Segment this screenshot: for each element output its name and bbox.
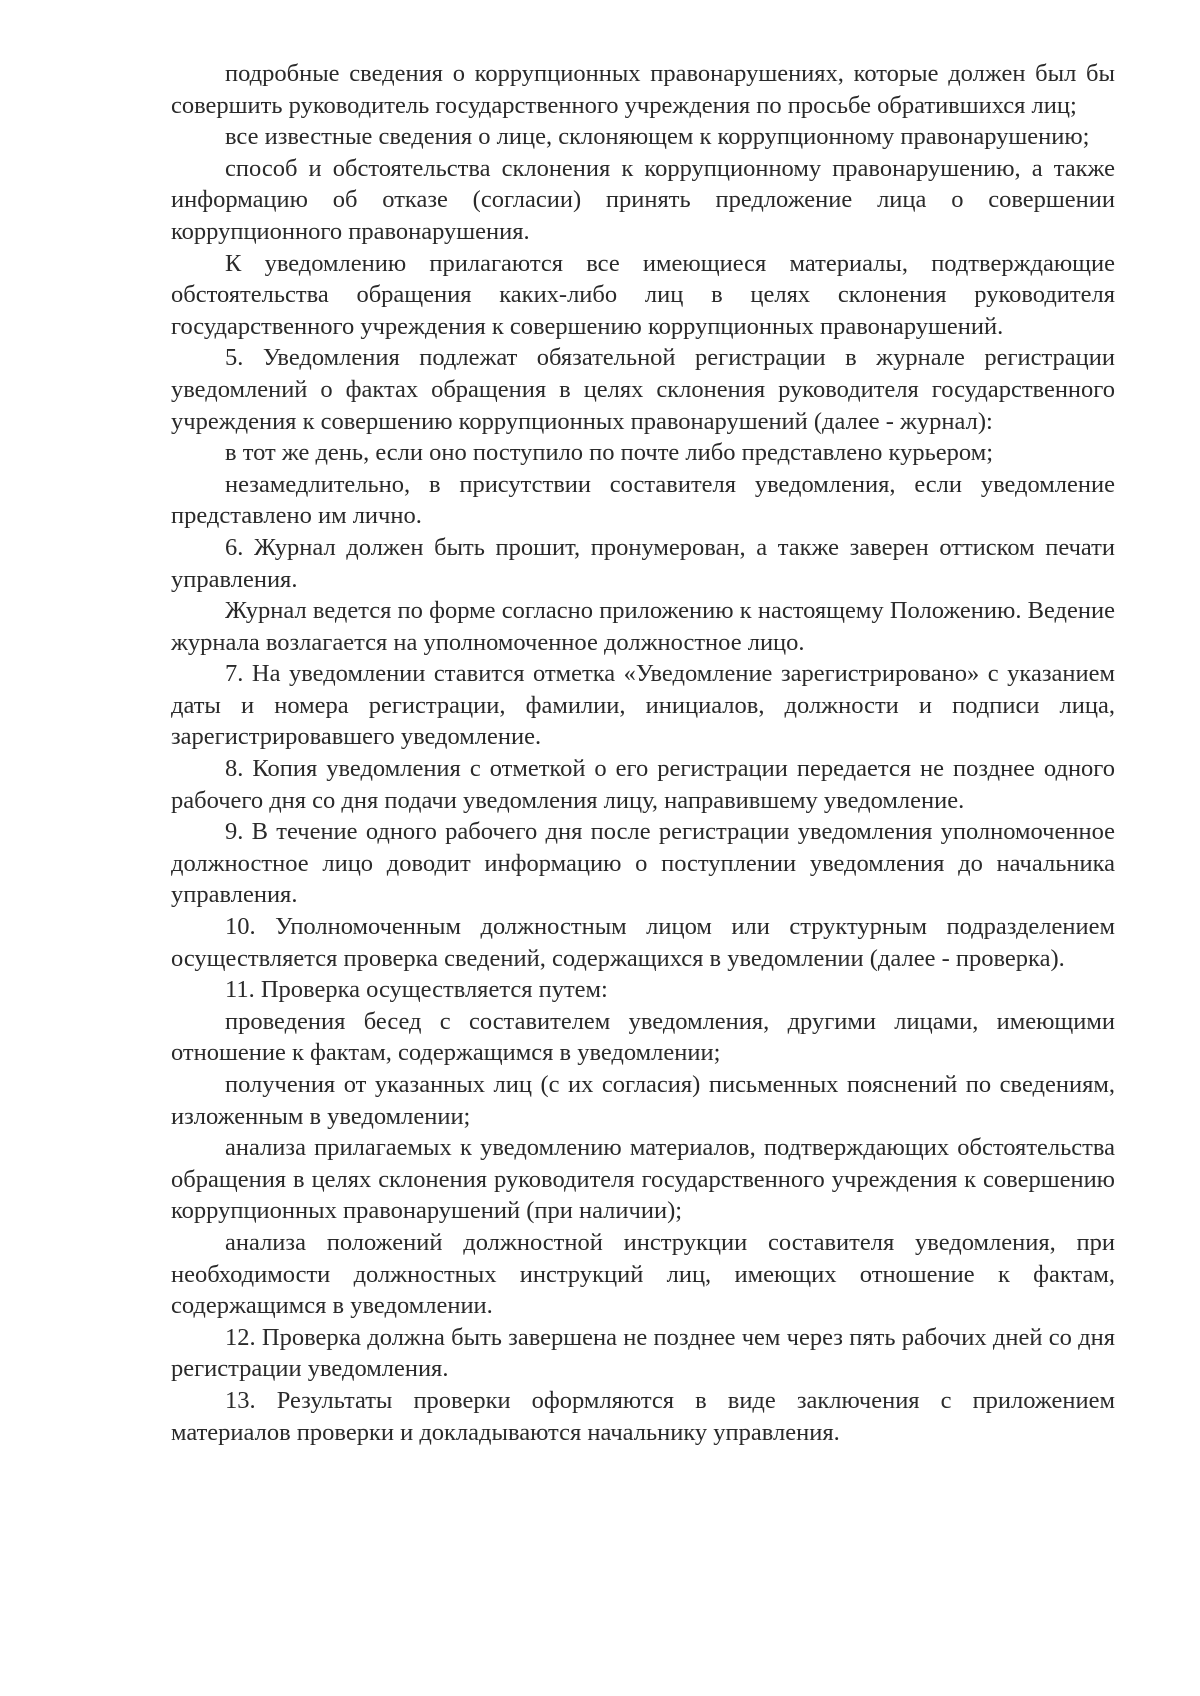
paragraph-item-13: 13. Результаты проверки оформляются в виде заключения с приложением материалов проверки и докладываются начальнику управления. xyxy=(171,1386,1115,1446)
paragraph-attached-materials: К уведомлению прилагаются все имеющиеся материалы, подтверждающие обстоятельства обращения каких-либо лиц в целях склонения руководителя государственного учреждения к совершению коррупционных правонарушений. xyxy=(171,249,1115,340)
paragraph-item-8: 8. Копия уведомления с отметкой о его регистрации передается не позднее одного рабочего дня со дня подачи уведомления лицу, направившему уведомление. xyxy=(171,755,1115,814)
paragraph-materials-analysis: анализа прилагаемых к уведомлению материалов, подтверждающих обстоятельства обращения в целях склонения руководителя государственного учреждения к совершению коррупционных правонарушений (при наличии); xyxy=(171,1134,1115,1225)
paragraph-item-6: 6. Журнал должен быть прошит, пронумерован, а также заверен оттиском печати управления. xyxy=(171,533,1115,593)
paragraph-conversations: проведения бесед с составителем уведомления, другими лицами, имеющими отношение к фактам, содержащимся в уведомлении; xyxy=(171,1007,1115,1067)
paragraph-written-explanations: получения от указанных лиц (с их согласия) письменных пояснений по сведениям, изложенным в уведомлении; xyxy=(171,1071,1115,1130)
paragraph-immediately: незамедлительно, в присутствии составителя уведомления, если уведомление представлено им лично. xyxy=(171,470,1115,530)
paragraph-person-info: все известные сведения о лице, склоняющем к коррупционному правонарушению; xyxy=(225,123,1090,151)
paragraph-item-5: 5. Уведомления подлежат обязательной регистрации в журнале регистрации уведомлений о фактах обращения в целях склонения руководителя государственного учреждения к совершению коррупционных правонарушений (далее - журнал): xyxy=(171,344,1115,435)
paragraph-item-7: 7. На уведомлении ставится отметка «Уведомление зарегистрировано» с указанием даты и номера регистрации, фамилии, инициалов, должности и подписи лица, зарегистрировавшего уведомление. xyxy=(171,660,1115,751)
paragraph-same-day: в тот же день, если оно поступило по почте либо представлено курьером; xyxy=(225,439,994,467)
paragraph-item-9: 9. В течение одного рабочего дня после регистрации уведомления уполномоченное должностное лицо доводит информацию о поступлении уведомления до начальника управления. xyxy=(171,818,1115,909)
paragraph-journal-form: Журнал ведется по форме согласно приложению к настоящему Положению. Ведение журнала возлагается на уполномоченное должностное лицо. xyxy=(171,597,1115,656)
document-body xyxy=(171,58,1115,1448)
paragraph-method-circumstances: способ и обстоятельства склонения к коррупционному правонарушению, а также информацию об отказе (согласии) принять предложение лица о совершении коррупционного правонарушения. xyxy=(171,154,1115,245)
paragraph-item-11: 11. Проверка осуществляется путем: xyxy=(225,976,608,1004)
paragraph-violation-details: подробные сведения о коррупционных правонарушениях, которые должен был бы совершить руководитель государственного учреждения по просьбе обратившихся лиц; xyxy=(171,60,1115,119)
paragraph-item-10: 10. Уполномоченным должностным лицом или структурным подразделением осуществляется проверка сведений, содержащихся в уведомлении (далее - проверка). xyxy=(171,913,1115,972)
paragraph-item-12: 12. Проверка должна быть завершена не позднее чем через пять рабочих дней со дня регистрации уведомления. xyxy=(171,1323,1115,1383)
paragraph-instructions-analysis: анализа положений должностной инструкции составителя уведомления, при необходимости должностных инструкций лиц, имеющих отношение к фактам, содержащимся в уведомлении. xyxy=(171,1228,1115,1320)
